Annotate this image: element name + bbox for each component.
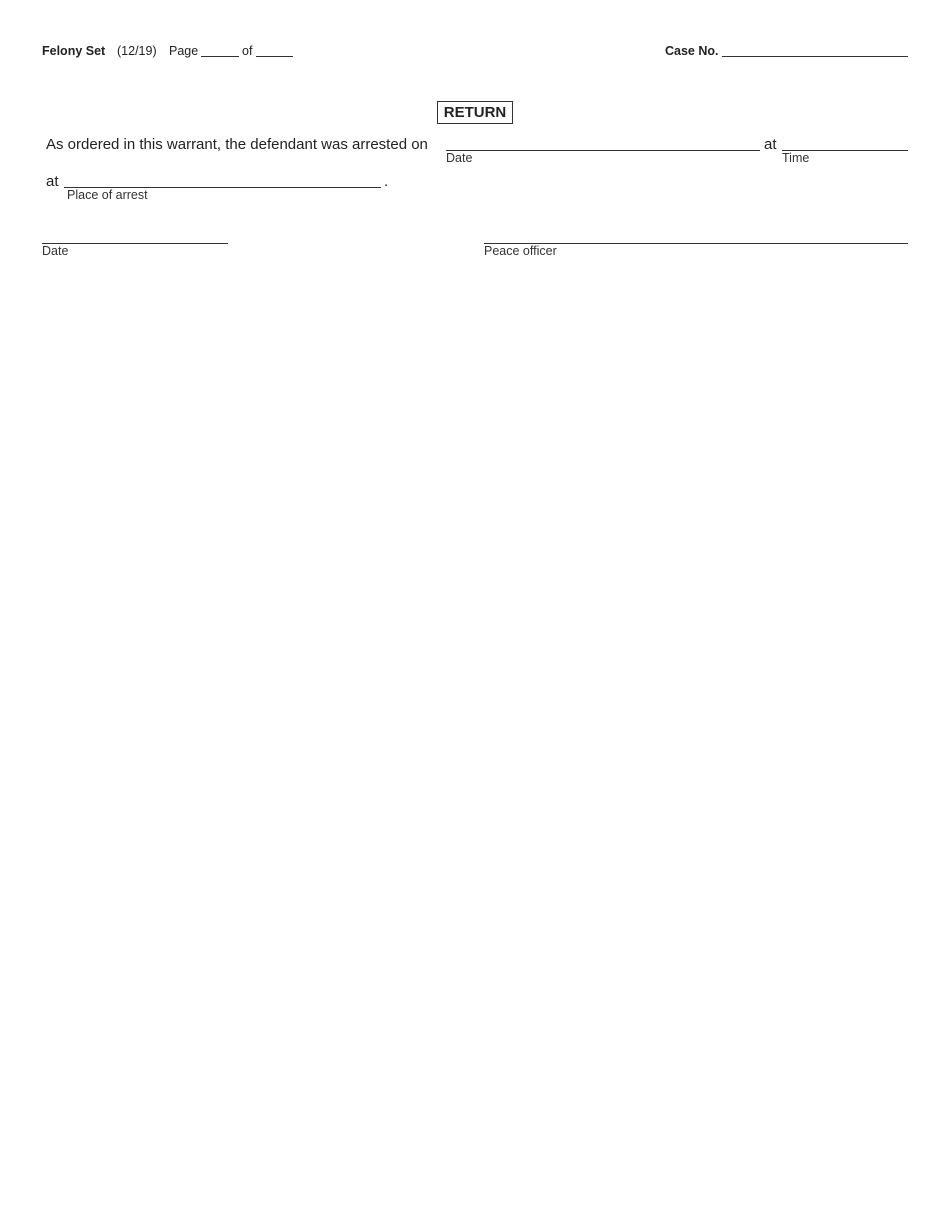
arrest-statement: As ordered in this warrant, the defendant was arrested on (46, 136, 428, 153)
form-name: Felony Set (42, 44, 106, 58)
of-label: of (242, 44, 253, 58)
case-no-label: Case No. (665, 44, 719, 58)
case-no-field[interactable] (722, 56, 908, 57)
page-total-field[interactable] (256, 56, 293, 57)
signature-date-label: Date (42, 244, 69, 258)
at-place-label: at (46, 173, 59, 190)
page-number-field[interactable] (201, 56, 239, 57)
form-revision: (12/19) (117, 44, 157, 58)
arrest-date-label: Date (446, 151, 473, 165)
signature-date-field[interactable] (42, 243, 228, 244)
place-of-arrest-label: Place of arrest (67, 188, 148, 202)
arrest-time-label: Time (782, 151, 810, 165)
arrest-date-field[interactable] (446, 150, 760, 151)
at-time-label: at (764, 136, 777, 153)
page-title: RETURN (437, 101, 513, 124)
peace-officer-label: Peace officer (484, 244, 557, 258)
sentence-period: . (384, 173, 389, 190)
page-label: Page (169, 44, 199, 58)
